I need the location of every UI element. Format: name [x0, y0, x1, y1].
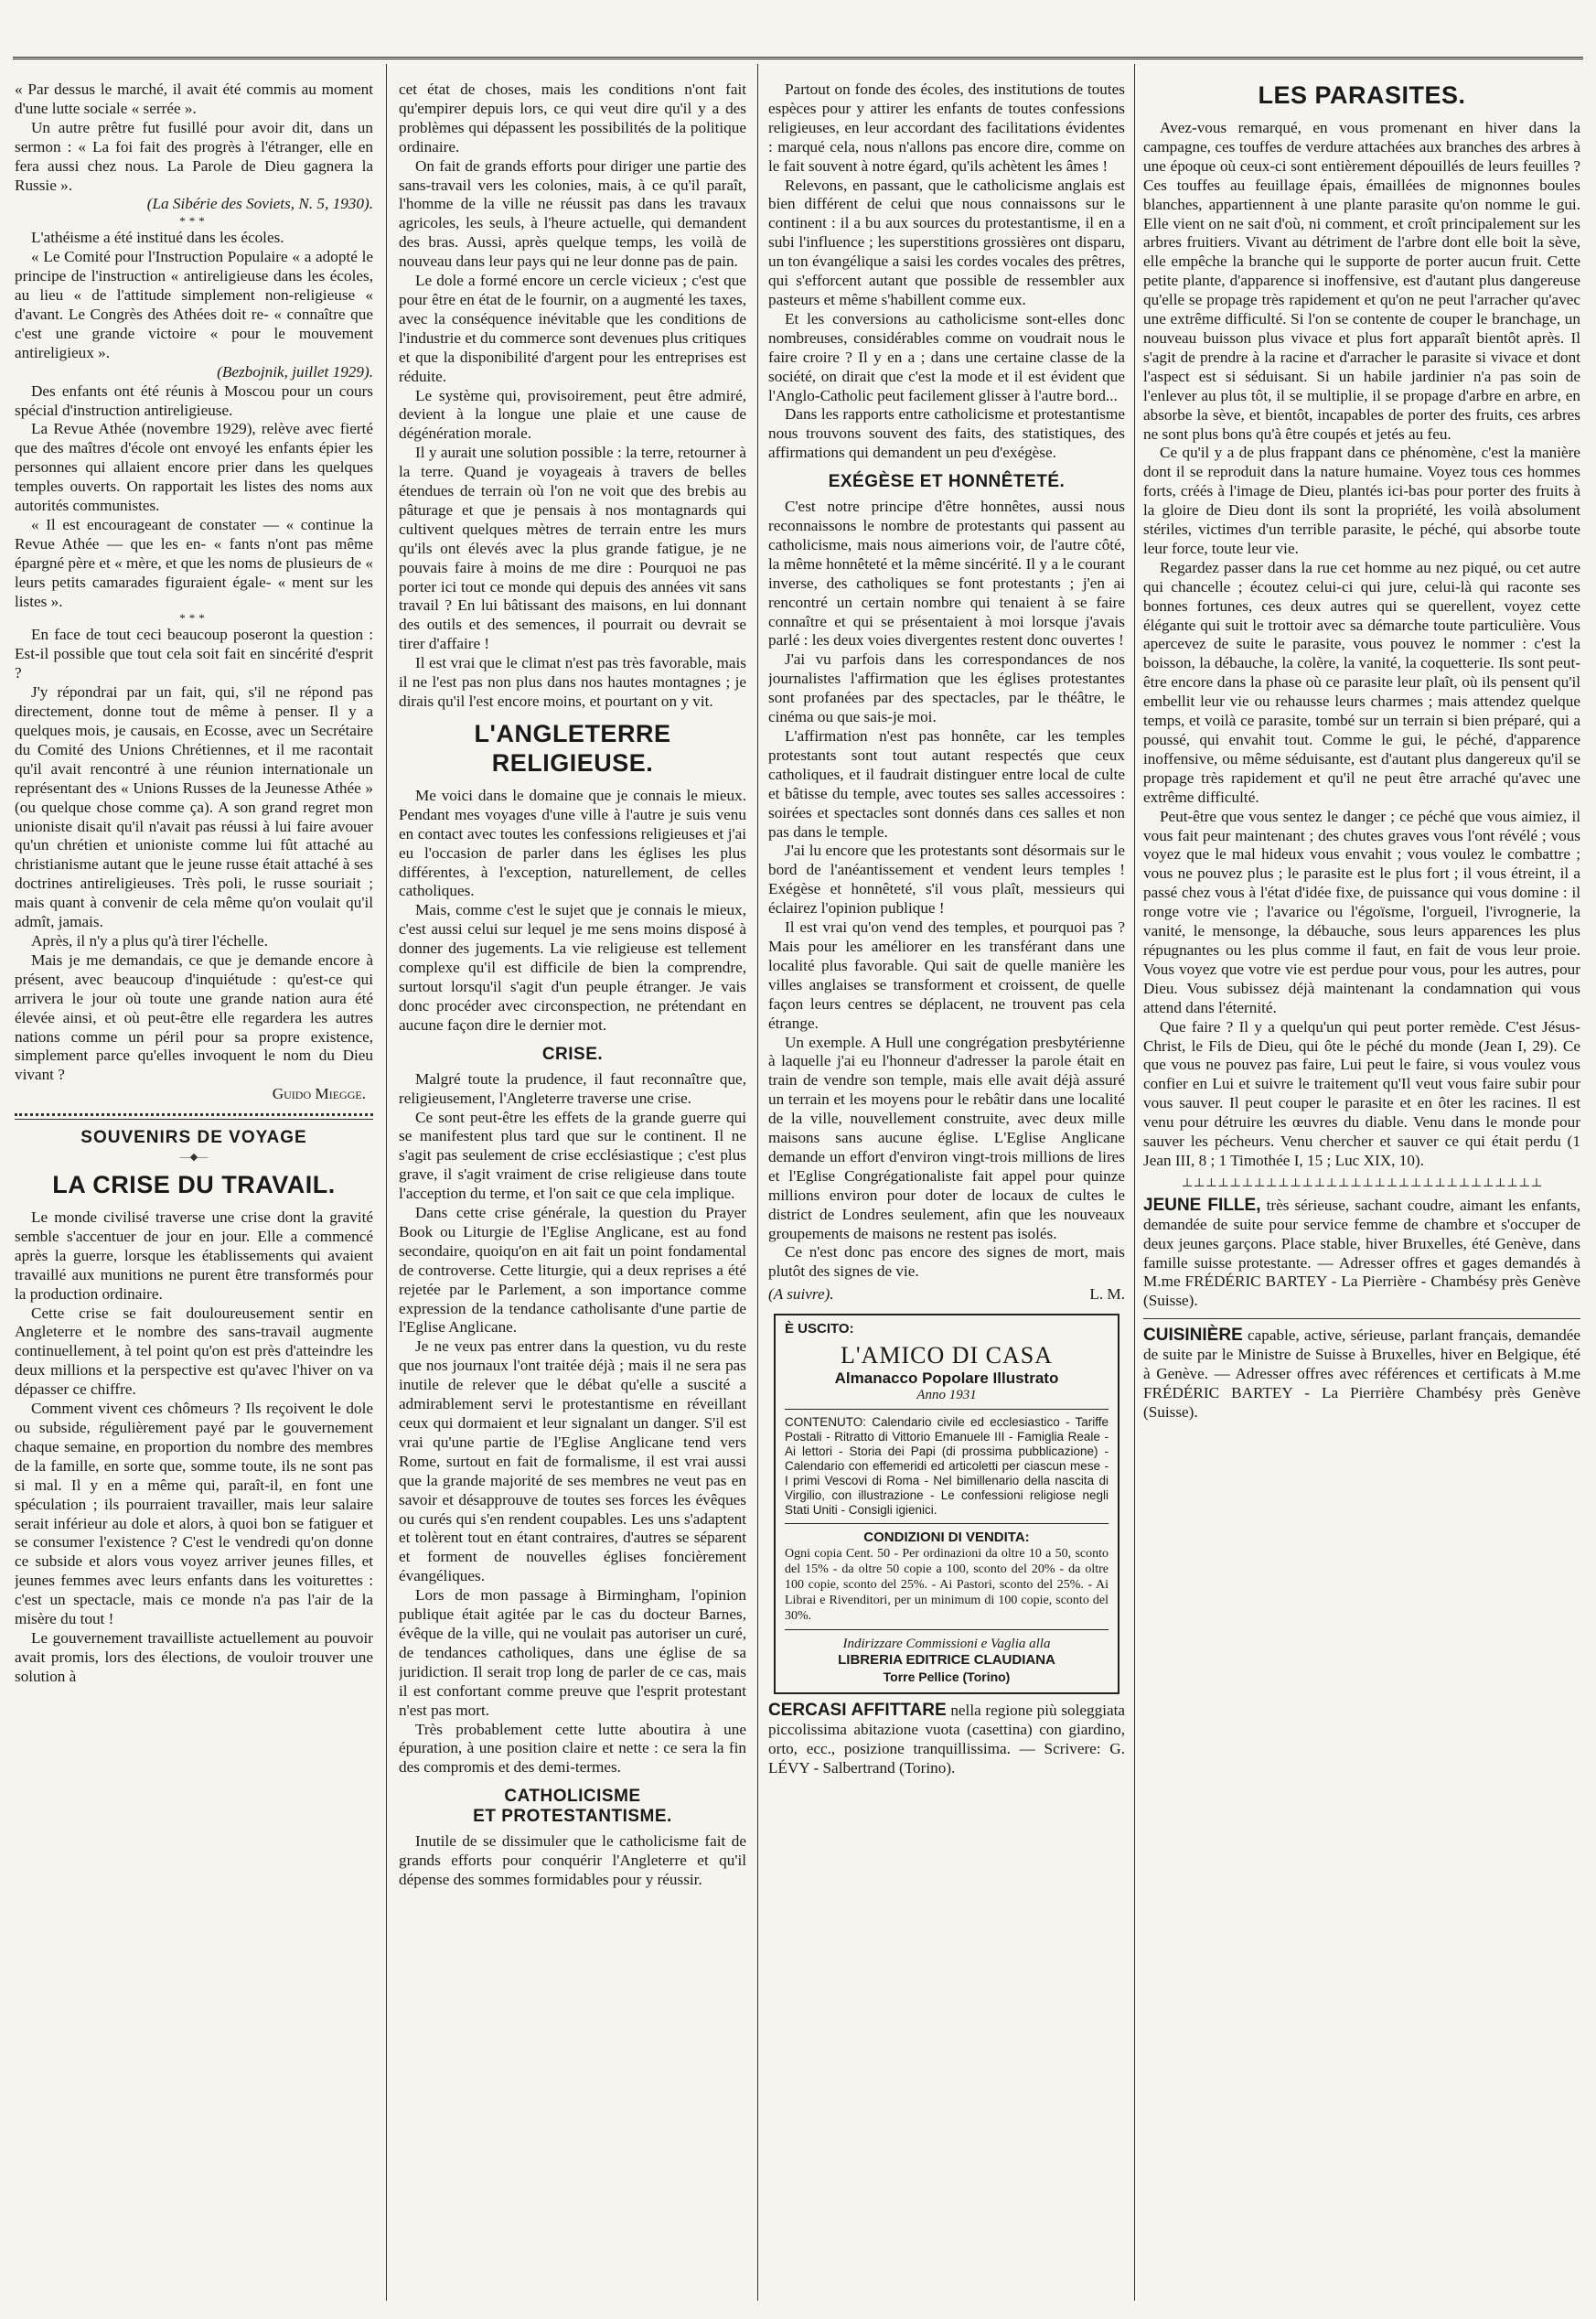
paragraph: Après, il n'y a plus qu'à tirer l'échelle.: [31, 931, 268, 950]
classified-ad: [1143, 1326, 1580, 1423]
ad-city: Torre Pellice (Torino): [883, 1669, 1011, 1685]
paragraph: Comment vivent ces chômeurs ? Ils reçoivent le dole ou subside, régulièrement payé par le gouvernement chaque semaine, en proportion du nombre des membres de la famille, en sorte que, somme toute, ils ne sont pas si mal. Il y en a même qui, paraît-il, en font une spéculation ; ils pourraient travailler, mais leur salaire serait inférieur au dole et alors, à quoi bon se fatiguer et se consumer l'existence ? C'est le vendredi qu'on donne ce subside et alors vous voyez arriver jeunes filles, et jeunes femmes avec leurs enfants dans les voiturettes : c'est un spectacle, mais ce monde n'a pas l'air de la misère du tout !: [15, 1400, 373, 1628]
paragraph: La Revue Athée (novembre 1929), relève avec fierté que des maîtres d'école ont envoyé les enfants épier les personnes qui allaient encore prier dans les quelques temples ouverts. On rapportait les listes des noms aux autorités communistes.: [15, 420, 373, 515]
column-2: [399, 81, 746, 2303]
article-headline: L'ANGLETERRE RELIGIEUSE.: [474, 719, 671, 777]
ad-address-line: Indirizzare Commissioni e Vaglia alla: [842, 1637, 1051, 1652]
paragraph: Il est vrai que le climat n'est pas très favorable, mais il ne l'est pas non plus dans nos hautes montagnes ; je dirais qu'il l'est encore moins, et pourtant on y vit.: [399, 654, 746, 710]
asterism: ***: [179, 214, 209, 229]
paragraph: Lors de mon passage à Birmingham, l'opinion publique était agitée par le cas du docteur Barnes, évêque de la ville, qui ne voulait pas autoriser un curé, de tendances catholiques, dans une église de sa juridiction. Il serait trop long de parler de ce cas, mais il est confortant comme preuve que l'esprit protestant n'est pas mort.: [399, 1586, 746, 1719]
paragraph: Je ne veux pas entrer dans la question, vu du reste que nos journaux l'ont traitée déjà ; mais il ne sera pas inutile de relever que le débat qu'elle a suscité a admirablement servi le protestantisme en réveillant ceux qui dormaient et leur signalant un danger. S'il est vrai qu'une partie de l'Eglise Anglicane tend vers Rome, surtout en fait de formalisme, il est vrai aussi que la grande majorité de ses membres ne veut pas en savoir et désapprouve de toutes ses forces les évêques ou curés qui s'en rendent coupables. Les uns s'adaptent et tolèrent tout en étant contraires, d'autres se séparent et forment de nouvelles églises foncièrement évangéliques.: [399, 1337, 746, 1585]
paragraph: Que faire ? Il y a quelqu'un qui peut porter remède. C'est Jésus-Christ, le Fils de Dieu, qui ôte le péché du monde (Jean I, 29). Ce que vous ne pouvez pas faire, Lui peut le faire, si vous voulez vous confier en Lui et suivre le traitement qu'Il veut vous faire subir pour vous sauver. Il peut couper le parasite et en ôter les racines. Il est venu pour détruire les œuvres du diable. Venu dans le monde pour sauver les pécheurs. Venu chercher et sauver ce qui était perdu (1 Jean III, 8 ; 1 Timothée I, 15 ; Luc XIX, 10).: [1143, 1017, 1580, 1169]
author-signature: Guido Miegge.: [272, 1085, 366, 1103]
paragraph: L'athéisme a été institué dans les écoles.: [31, 229, 284, 247]
paragraph: Mais, comme c'est le sujet que je connais le mieux, c'est aussi celui sur lequel je me sens moins disposé à donner des jugements. La vie religieuse est tellement complexe qu'il est difficile de bien la comprendre, surtout lorsqu'il s'agit d'un peuple étranger. Je vais donc procéder avec circonspection, ne prétendant en aucune façon dire le dernier mot.: [399, 901, 746, 1034]
paragraph: Et les conversions au catholicisme sont-elles donc nombreuses, considérables comme on voudrait nous le faire croire ? Il y en a ; dans une certaine classe de la société, on dirait que c'est la mode et il est évident que l'Anglo-Catholic peut facilement glisser à l'autre bord...: [768, 309, 1125, 404]
column-rule: [757, 64, 758, 2301]
paragraph: Il est vrai qu'on vend des temples, et pourquoi pas ? Mais pour les améliorer en les transférant dans une localité plus favorable. Qui sait de quelle manière les villes anglaises se transforment et croissent, de quelle façon leurs centres se déplacent, ne trouvent pas cela étrange.: [768, 918, 1125, 1032]
paragraph: Un exemple. A Hull une congrégation presbytérienne à laquelle j'ai eu l'honneur d'adresser la parole était en train de vendre son temple, mais elle avait déjà assuré un terrain et les moyens pour le rebâtir dans une localité de la ville, nouvellement construite, avec deux mille maisons sans aucune église. L'Eglise Anglicane demande un effort d'environ vingt-trois millions de lires et l'Eglise Congrégationaliste fait appel pour quinze millions environ pour doter de locaux de cultes le district de Londres seulement, afin que les nouveaux groupements de maisons ne restent pas isolés.: [768, 1033, 1125, 1242]
paragraph: C'est notre principe d'être honnêtes, aussi nous reconnaissons le nombre de protestants qui passent au catholicisme, mais nous aimerions voir, de l'autre côté, la même honnêteté et la même sincérité. Il y a le courant inverse, des catholiques se font protestants ; j'en ai rencontré un certain nombre qui tenaient à se faire connaître et qui se présentaient à moi lorsque j'avais parlé : les deux voies divergentes restent donc ouvertes !: [768, 498, 1125, 650]
paragraph: « Il est encourageant de constater — « continue la Revue Athée — que les en- « fants n'ont pas même épargné père et « mère, et que les noms de plusieurs de « leurs petits camarades figuraient égale- « ment sur les listes ».: [15, 515, 373, 610]
column-rule: [386, 64, 387, 2301]
paragraph: « Par dessus le marché, il avait été commis au moment d'une lutte sociale « serrée ».: [15, 81, 373, 117]
section-title: SOUVENIRS DE VOYAGE: [80, 1128, 307, 1148]
article-headline: LES PARASITES.: [1258, 81, 1466, 109]
divider: [785, 1409, 1109, 1410]
continuation-line: [768, 1285, 1125, 1304]
paragraph: J'y répondrai par un fait, qui, s'il ne répond pas directement, donne tout de même à penser. Il y a quelques mois, je causais, en Ecosse, avec un Secrétaire du Comité des Unions Chrétiennes, et il me racontait qu'il avait rencontré à une réunion internationale un représentant des « Unions Russes de la Jeunesse Athée » (ou quelque chose comme ça). A son grand regret mon unioniste disait qu'il n'avait pas réussi à lui faire avouer qu'un chrétien et unioniste comme lui fût attaché au christianisme autant que le jeune russe était attaché à ses doctrines antireligieuses. Très poli, le russe souriait ; mais quant à convenir de cela même qu'on voulait qu'il admît, jamais.: [15, 683, 373, 931]
to-be-continued: (A suivre).: [768, 1285, 834, 1304]
ornament: —◆—: [179, 1152, 209, 1164]
paragraph: L'affirmation n'est pas honnête, car les temples protestants sont tout autant respectés que ceux catholiques, et il faudrait distinguer entre local de culte et bâtisse du temple, avec toutes ses salles accessoires : soirées et spectacles sont donnés dans ces salles et non pas dans le temple.: [768, 727, 1125, 841]
paragraph: J'ai lu encore que les protestants sont désormais sur le bord de l'anéantissement et vendent leurs temples ! Exégèse et honnêteté, s'il vous plaît, messieurs qui éclairez l'opinion publique !: [768, 842, 1125, 918]
ad-conditions-heading: CONDIZIONI DI VENDITA:: [863, 1530, 1030, 1546]
paragraph: Peut-être que vous sentez le danger ; ce péché que vous aimiez, il vous fait peur maintenant ; des chutes graves vous l'ont révélé ; vous voyez que le mal hideux vous envahit ; vous voulez le combattre ; vous ne pouvez plus ; le parasite est le plus fort ; il vous étreint, il a passé chez vous à l'état d'idée fixe, de puissance qui vous domine : il ronge votre vie ; l'avarice ou l'égoïsme, l'orgueil, l'ivrognerie, la vanité, le mensonge, la débauche, sous leurs apparences les plus répugnantes ou les plus comme il faut, en fait de vous leur proie. Vous voyez que votre vie est perdue pour vous, pour les autres, pour Dieu. Vous subissez déjà maintenant la condamnation qui vous attend dans l'éternité.: [1143, 807, 1580, 1016]
paragraph: « Le Comité pour l'Instruction Populaire « a adopté le principe de l'instruction « antireligieuse dans les écoles, au lieu « de l'attitude simplement non-religieuse « d'avant. Le Congrès des Athées doit re- « connaître que c'est une grande victoire « pour le mouvement antireligieux ».: [15, 248, 373, 361]
paragraph: Malgré toute la prudence, il faut reconnaître que, religieusement, l'Angleterre traverse une crise.: [399, 1069, 746, 1107]
ad-title: L'AMICO DI CASA: [840, 1342, 1054, 1369]
classified-text: nella regione più soleggiata piccolissima abitazione vuota (casettina) con giardino, orto, ecc., posizione tranquillissima. — Scrivere: G. LÉVY - Salbertrand (Torino).: [768, 1702, 1125, 1777]
classified-text: très sérieuse, sachant coudre, aimant les enfants, demandée de suite pour service femme de chambre et s'occuper de deux jeunes garçons. Place stable, hiver Bruxelles, été Genève, dans famille suisse protestante. — Adresser offres et gages demandés à M.me FRÉDÉRIC BARTEY - La Pierrière - Chambésy près Genève (Suisse).: [1143, 1196, 1580, 1310]
paragraph: Très probablement cette lutte aboutira à une épuration, à une position claire et nette : ce sera la fin des compromis et des demi-termes.: [399, 1720, 746, 1777]
paragraph: Le gouvernement travailliste actuellement au pouvoir avait promis, lors des élections, de vouloir trouver une solution à: [15, 1628, 373, 1685]
paragraph: Partout on fonde des écoles, des institutions de toutes espèces pour y attirer les enfants de toutes confessions religieuses, en leur accordant des facilitations évidentes : marqué cela, nous n'allons pas encore dire, comme on le fait souvent à notre égard, qu'ils achètent les âmes !: [768, 81, 1125, 175]
decorative-divider: [15, 1113, 373, 1120]
subheading: CRISE.: [541, 1044, 604, 1064]
ad-publisher: LIBRERIA EDITRICE CLAUDIANA: [838, 1652, 1055, 1669]
paragraph: En face de tout ceci beaucoup poseront la question : Est-il possible que tout cela soit fait en sincérité d'esprit ?: [15, 626, 373, 682]
paragraph: Relevons, en passant, que le catholicisme anglais est bien différent de celui que nous connaissons sur le continent : il a bu aux sources du protestantisme, il en a subi l'influence ; les superstitions grossières ont disparu, un ton évangélique a saisi les cordes vocales des prêtres, qui s'efforcent autant que possible de ressembler aux pasteurs et même s'habillent comme eux.: [768, 176, 1125, 308]
paragraph: Le système qui, provisoirement, peut être admiré, devient à la longue une plaie et une cause de dégénération morale.: [399, 386, 746, 443]
classified-heading: JEUNE FILLE,: [1143, 1195, 1261, 1215]
paragraph: Avez-vous remarqué, en vous promenant en hiver dans la campagne, ces touffes de verdure attachées aux branches des arbres à une époque où ceux-ci sont entièrement dépouillés de leurs feuilles ? Ces touffes au feuillage épais, émaillées de mignonnes boules blanches, appartiennent à une plante parasite qu'on nomme le gui. Elle vient on ne sait d'où, ni comment, et croît principalement sur les arbres fruitiers. Vivant au détriment de l'arbre dont elle boit la sève, elle empêche la branche qui le supporte de porter aucun fruit. Cette petite plante, d'apparence si inoffensive, est d'autant plus dangereuse qu'elle se propage très rapidement et qu'on ne peut l'arracher qu'avec une extrême difficulté. Si l'on se contente de couper le branchage, un nouveau buisson plus vivace et plus fort apparaît bientôt après. Il s'agit de prendre à la racine et d'arracher le parasite si vivace et dont l'aspect est si séduisant. Si un habile jardinier n'a pas soin de l'enlever au plus tôt, il se multiplie, il se propage d'arbre en arbre, en absorbe la sève, et bientôt, incapables de porter des fruits, ces arbres ne sont plus bons qu'à être coupés et jetés au feu.: [1143, 119, 1580, 443]
divider: [785, 1523, 1109, 1524]
classified-heading: CUISINIÈRE: [1143, 1326, 1243, 1346]
subheading: ET PROTESTANTISME.: [473, 1807, 672, 1827]
paragraph: Me voici dans le domaine que je connais le mieux. Pendant mes voyages d'une ville à l'autre je suis venu en contact avec toutes les confessions religieuses et j'ai eu l'occasion de parler dans les églises les plus différentes, à l'exception, naturellement, de celles catholiques.: [399, 786, 746, 900]
classified-text: capable, active, sérieuse, parlant français, demandée de suite par le Ministre de Suisse à Bruxelles, hiver en Belgique, été à Genève. — Adresser offres avec références et certificats à M.me FRÉDÉRIC BARTEY - La Pierrière Chambésy près Genève (Suisse).: [1143, 1326, 1580, 1421]
column-1: [15, 81, 373, 2303]
paragraph: Regardez passer dans la rue cet homme au nez piqué, ou cet autre qui chancelle ; écoutez celui-ci qui jure, celui-là qui raconte ses bonnes fortunes, ces deux autres qui se querellent, voyez cette élégante qui suit le trottoir avec sa démarche toute particulière. Vous apercevez de suite le parasite, vous pouvez le nommer : c'est la boisson, la débauche, la colère, la vanité, la coquetterie. Ils sont peut-être encore dans la phase où ce parasite leur plaît, où ils pensent qu'il embellit leur vie ou rehausse leurs charmes ; mais attendez quelque temps, et voilà ce parasite, tombé sur un terrain si bien préparé, qui a poussé, qui envahit tout. Comme le gui, le péché, d'apparence inoffensive, ou même séduisante, est d'autant plus dangereux qu'il se propage très rapidement et qu'il ne peut être arraché qu'avec une extrême difficulté.: [1143, 558, 1580, 806]
article-headline: LA CRISE DU TRAVAIL.: [52, 1171, 336, 1199]
almanac-advertisement: [774, 1314, 1119, 1694]
paragraph: Le monde civilisé traverse une crise dont la gravité semble s'accentuer de jour en jour. Elle a commencé après la guerre, lorsque les établissements qui avaient travaillé aux munitions ne purent être transformés pour la production ordinaire.: [15, 1208, 373, 1303]
paragraph: Dans les rapports entre catholicisme et protestantisme nous trouvons souvent des faits, des statistiques, des affirmations qui demandent un peu d'exégèse.: [768, 405, 1125, 462]
column-4: [1143, 81, 1580, 2303]
paragraph: Le dole a formé encore un cercle vicieux ; c'est que pour être en état de le fournir, on a augmenté les taxes, avec la conséquence inévitable que les conditions de l'industrie et du commerce sont devenues plus critiques et que la disponibilité d'argent pour les entreprises est réduite.: [399, 272, 746, 385]
ad-year: Anno 1931: [916, 1388, 977, 1403]
ad-conditions: Ogni copia Cent. 50 - Per ordinazioni da oltre 10 a 50, sconto del 15% - da oltre 50 copie a 100, sconto del 20% - da oltre 100 copie, sconto del 25%. - Ai Pastori, sconto del 25%. - Ai Librai e Rivenditori, per un minimum di 100 copie, sconto del 30%.: [785, 1547, 1109, 1624]
ornament-border: ⊥⊥⊥⊥⊥⊥⊥⊥⊥⊥⊥⊥⊥⊥⊥⊥⊥⊥⊥⊥⊥⊥⊥⊥⊥⊥⊥⊥⊥⊥: [1181, 1177, 1543, 1189]
paragraph: Ce sont peut-être les effets de la grande guerre qui se manifestent plus tard que sur le continent. Il ne s'agit pas seulement de crise ecclésiastique ; c'est plus grave, il s'agit vraiment de crise religieuse dans toute l'acception du terme, et l'on sait ce que cela implique.: [399, 1108, 746, 1203]
paragraph: On fait de grands efforts pour diriger une partie des sans-travail vers les colonies, mais, à ce qu'il paraît, l'homme de la ville ne réussit pas dans les travaux agricoles, les seuls, à l'heure actuelle, qui demandent des bras. Aussi, après quelque temps, les voilà de nouveau dans leur pays qui ne leur donne pas de pain.: [399, 156, 746, 271]
author-initials: L. M.: [1089, 1285, 1125, 1304]
paragraph: Des enfants ont été réunis à Moscou pour un cours spécial d'instruction antireligieuse.: [15, 381, 373, 419]
paragraph: Ce n'est donc pas encore des signes de mort, mais plutôt des signes de vie.: [768, 1243, 1125, 1281]
top-double-rule: [13, 57, 1583, 63]
divider: [785, 1629, 1109, 1630]
ad-subtitle: Almanacco Popolare Illustrato: [834, 1369, 1059, 1388]
paragraph: Ce qu'il y a de plus frappant dans ce phénomène, c'est la manière dont il se reproduit dans la nature humaine. Voyez tous ces hommes forts, créés à l'image de Dieu, plantés ici-bas pour porter des fruits à la gloire de Dieu dont ils sont la propriété, les voilà absolument stériles, victimes d'un terrible parasite, le péché, qui absorbe toute leur force, toute leur vie.: [1143, 444, 1580, 557]
column-rule: [1134, 64, 1135, 2301]
paragraph: J'ai vu parfois dans les correspondances de nos journalistes l'affirmation que les églises protestantes sont profanées par des spectacles, par le théâtre, le cinéma ou que sais-je moi.: [768, 650, 1125, 726]
classified-ad: [1143, 1197, 1580, 1311]
divider: [1143, 1318, 1580, 1319]
subheading: EXÉGÈSE ET HONNÊTETÉ.: [828, 472, 1066, 492]
paragraph: Dans cette crise générale, la question du Prayer Book ou Liturgie de l'Eglise Anglicane, est au fond secondaire, quoiqu'on en ait fait un point fondamental de controverse. Cette liturgie, qui a deux reprises a été rejetée par le Parlement, a son importance comme expression de la tendance catholisante d'une partie de l'Eglise Anglicane.: [399, 1204, 746, 1337]
ad-tag: È USCITO:: [785, 1321, 854, 1337]
classified-ad: [768, 1702, 1125, 1778]
paragraph: Il y aurait une solution possible : la terre, retourner à la terre. Quand je voyageais à travers de belles étendues de terrain où l'on ne voit que des brebis au pâturage et que je pensais à nos montagnards qui cultivent quelques mètres de terrain entre les murs qu'ils ont élevés avec la plus grande fatigue, je ne pouvais faire à moins de me dire : Pourquoi ne pas porter ici tout ce monde qui depuis des années vit sans travail ? En lui bâtissant des maisons, en lui donnant des outils et des semences, il pourrait ou devrait se tirer d'affaire !: [399, 444, 746, 653]
subheading: CATHOLICISME: [504, 1787, 641, 1807]
paragraph: cet état de choses, mais les conditions n'ont fait qu'empirer depuis lors, ce qui veut dire qu'il y a des problèmes qui dépassent les possibilités de la politique ordinaire.: [399, 81, 746, 156]
asterism: ***: [179, 611, 209, 626]
ad-contents: CONTENUTO: Calendario civile ed ecclesiastico - Tariffe Postali - Ritratto di Vittorio Emanuele III - Famiglia Reale - Ai lettori - Storia dei Papi (di prossima pubblicazione) - Calendario con effemeridi ed articoletti per ciascun mese - I primi Vescovi di Roma - Nel bimillenario della nascita di Virgilio, con illustrazione - Le confessioni religiose negli Stati Uniti - Consigli igienici.: [785, 1415, 1109, 1518]
source-citation: (Bezbojnik, juillet 1929).: [217, 362, 373, 381]
source-citation: (La Sibérie des Soviets, N. 5, 1930).: [146, 195, 373, 213]
paragraph: Cette crise se fait douloureusement sentir en Angleterre et le nombre des sans-travail augmente continuellement, à tel point qu'on est près d'atteindre les deux millions et la perspective est qu'avec l'hiver on va dépasser ce chiffre.: [15, 1304, 373, 1399]
paragraph: Mais je me demandais, ce que je demande encore à présent, avec beaucoup d'inquiétude : qu'est-ce qui arrivera le jour où toute une grande nation aura été élevée ainsi, et où peut-être elle regardera les autres nations comme un péril pour sa propre existence, simplement parce qu'elles invoquent le nom du Dieu vivant ?: [15, 950, 373, 1084]
paragraph: Inutile de se dissimuler que le catholicisme fait de grands efforts pour conquérir l'Angleterre et qu'il dépense des sommes formidables pour y réussir.: [399, 1832, 746, 1889]
paragraph: Un autre prêtre fut fusillé pour avoir dit, dans un sermon : « La foi fait des progrès à l'étranger, elle en fera aussi chez nous. La Parole de Dieu gagnera la Russie ».: [15, 118, 373, 194]
column-3: [768, 81, 1125, 2303]
classified-heading: CERCASI AFFITTARE: [768, 1701, 947, 1721]
